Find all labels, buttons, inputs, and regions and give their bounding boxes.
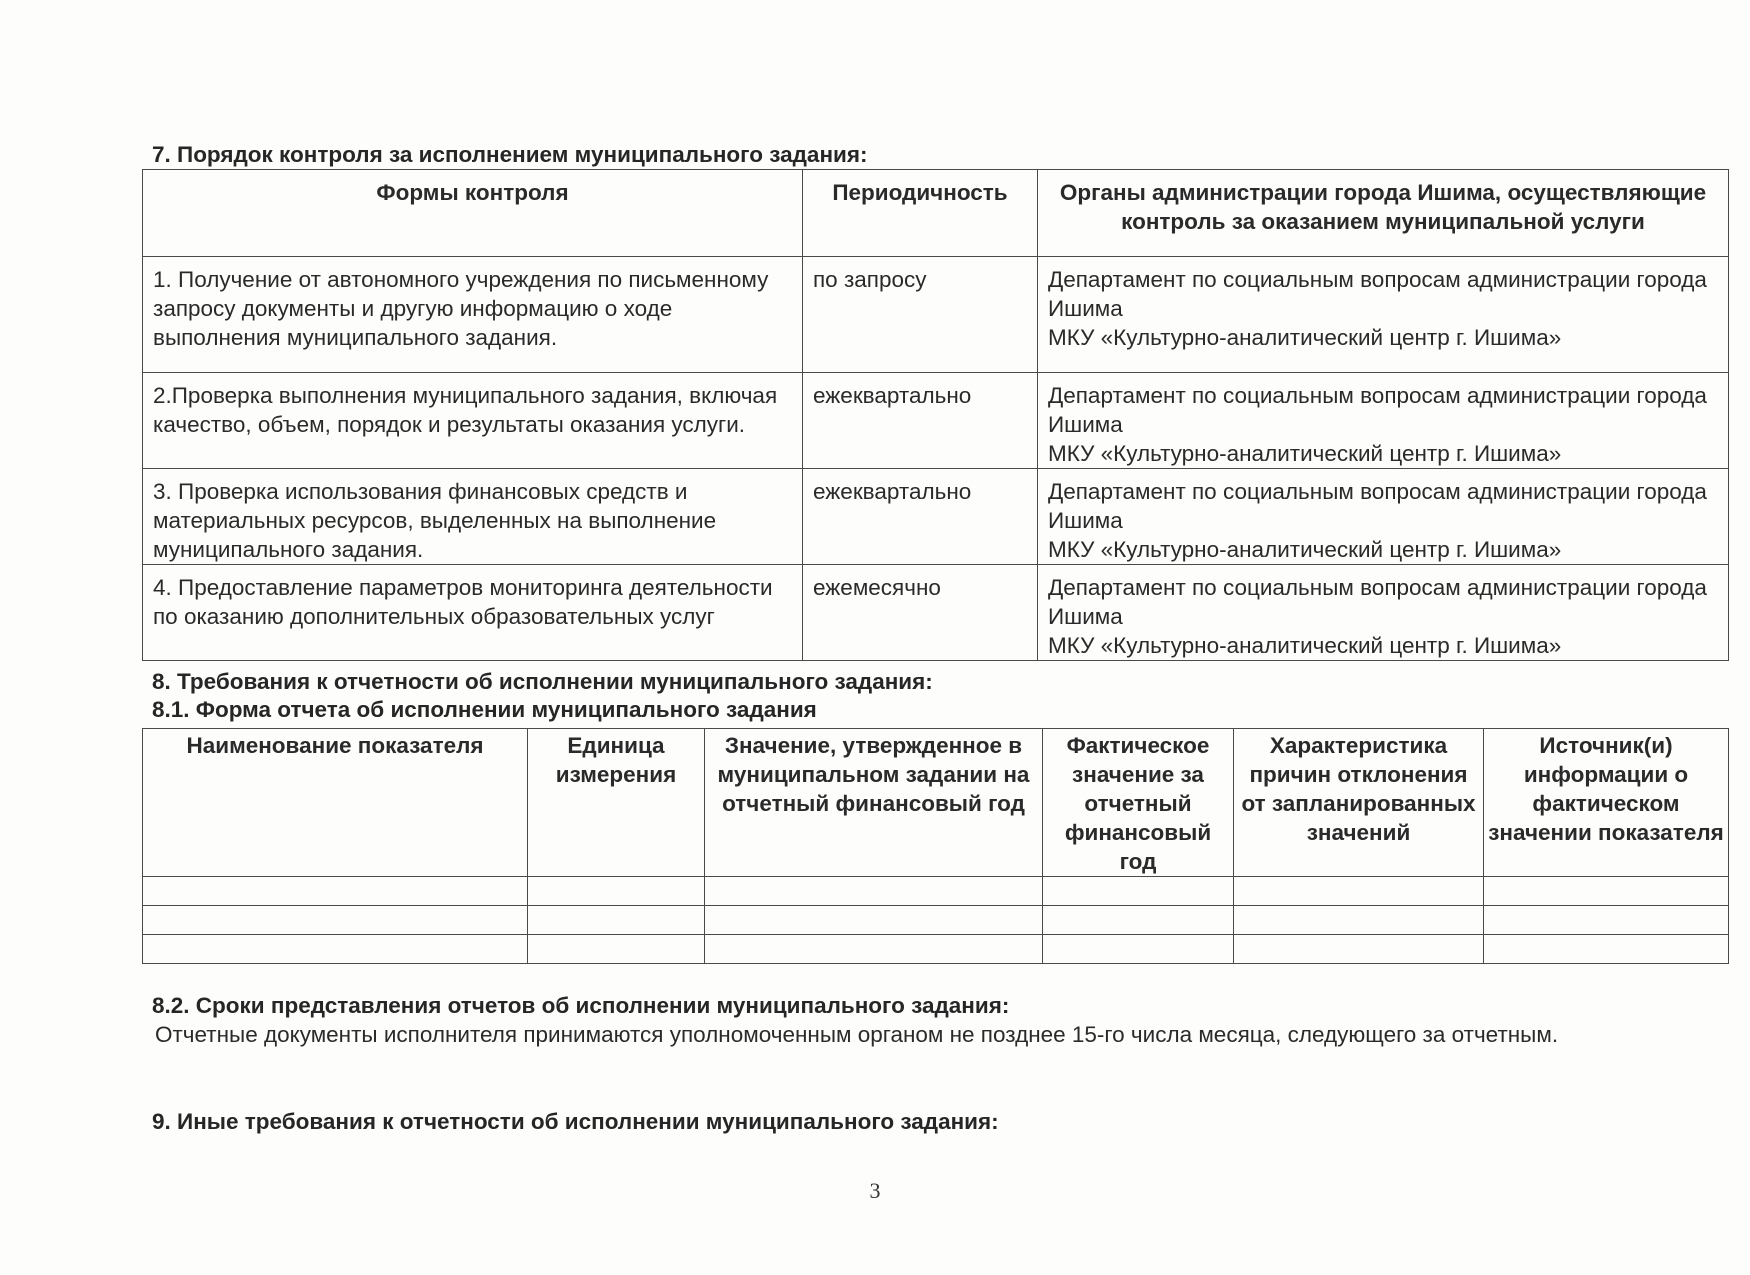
report-form-table <box>142 728 1729 964</box>
section-8-2-title: 8.2. Сроки представления отчетов об исполнении муниципального задания: <box>152 993 1010 1018</box>
empty-cell <box>528 906 705 935</box>
empty-cell <box>705 935 1043 964</box>
table-row <box>143 935 1729 964</box>
table-row <box>143 565 1729 661</box>
control-period: ежеквартально <box>803 469 1038 565</box>
control-form: 1. Получение от автономного учреждения по письменному запросу документы и другую информацию о ходе выполнения муниципального задания. <box>143 257 803 373</box>
empty-cell <box>143 935 528 964</box>
empty-cell <box>1043 906 1234 935</box>
section-7-title: 7. Порядок контроля за исполнением муниципального задания: <box>152 142 868 167</box>
header-actual-value: Фактическое значение за отчетный финансовый год <box>1043 729 1234 877</box>
table-row <box>143 373 1729 469</box>
empty-cell <box>528 877 705 906</box>
empty-cell <box>1484 877 1729 906</box>
report-table-header <box>143 729 1729 877</box>
empty-cell <box>1234 906 1484 935</box>
control-period: ежеквартально <box>803 373 1038 469</box>
table-row <box>143 877 1729 906</box>
empty-cell <box>1043 935 1234 964</box>
empty-cell <box>1043 877 1234 906</box>
empty-cell <box>705 877 1043 906</box>
control-body: Департамент по социальным вопросам администрации города Ишима МКУ «Культурно-аналитический центр г. Ишима» <box>1038 469 1729 565</box>
section-8-1-title: 8.1. Форма отчета об исполнении муниципального задания <box>152 697 817 722</box>
header-forms: Формы контроля <box>143 170 803 257</box>
header-approved-value: Значение, утвержденное в муниципальном задании на отчетный финансовый год <box>705 729 1043 877</box>
empty-cell <box>143 877 528 906</box>
empty-cell <box>1234 877 1484 906</box>
control-body: Департамент по социальным вопросам администрации города Ишима МКУ «Культурно-аналитический центр г. Ишима» <box>1038 373 1729 469</box>
control-body: Департамент по социальным вопросам администрации города Ишима МКУ «Культурно-аналитический центр г. Ишима» <box>1038 565 1729 661</box>
control-period: по запросу <box>803 257 1038 373</box>
header-information-source: Источник(и) информации о фактическом значении показателя <box>1484 729 1729 877</box>
reporting-deadline-text: Отчетные документы исполнителя принимаются уполномоченным органом не позднее 15-го числа месяца, следующего за отчетным. <box>155 1022 1559 1047</box>
control-table <box>142 169 1729 661</box>
control-body: Департамент по социальным вопросам администрации города Ишима МКУ «Культурно-аналитический центр г. Ишима» <box>1038 257 1729 373</box>
section-8-title: 8. Требования к отчетности об исполнении муниципального задания: <box>152 669 933 694</box>
header-deviation-reasons: Характеристика причин отклонения от запланированных значений <box>1234 729 1484 877</box>
page-number: 3 <box>869 1178 881 1203</box>
empty-cell <box>143 906 528 935</box>
table-row <box>143 906 1729 935</box>
control-form: 4. Предоставление параметров мониторинга деятельности по оказанию дополнительных образовательных услуг <box>143 565 803 661</box>
table-row <box>143 257 1729 373</box>
control-form: 2.Проверка выполнения муниципального задания, включая качество, объем, порядок и результаты оказания услуги. <box>143 373 803 469</box>
empty-cell <box>705 906 1043 935</box>
empty-cell <box>528 935 705 964</box>
empty-cell <box>1234 935 1484 964</box>
control-form: 3. Проверка использования финансовых средств и материальных ресурсов, выделенных на выполнение муниципального задания. <box>143 469 803 565</box>
empty-cell <box>1484 935 1729 964</box>
header-bodies: Органы администрации города Ишима, осуществляющие контроль за оказанием муниципальной услуги <box>1038 170 1729 257</box>
header-periodicity: Периодичность <box>803 170 1038 257</box>
table-row <box>143 469 1729 565</box>
control-period: ежемесячно <box>803 565 1038 661</box>
header-unit: Единица измерения <box>528 729 705 877</box>
section-9-title: 9. Иные требования к отчетности об исполнении муниципального задания: <box>152 1109 999 1134</box>
control-table-header <box>143 170 1729 257</box>
header-indicator-name: Наименование показателя <box>143 729 528 877</box>
empty-cell <box>1484 906 1729 935</box>
